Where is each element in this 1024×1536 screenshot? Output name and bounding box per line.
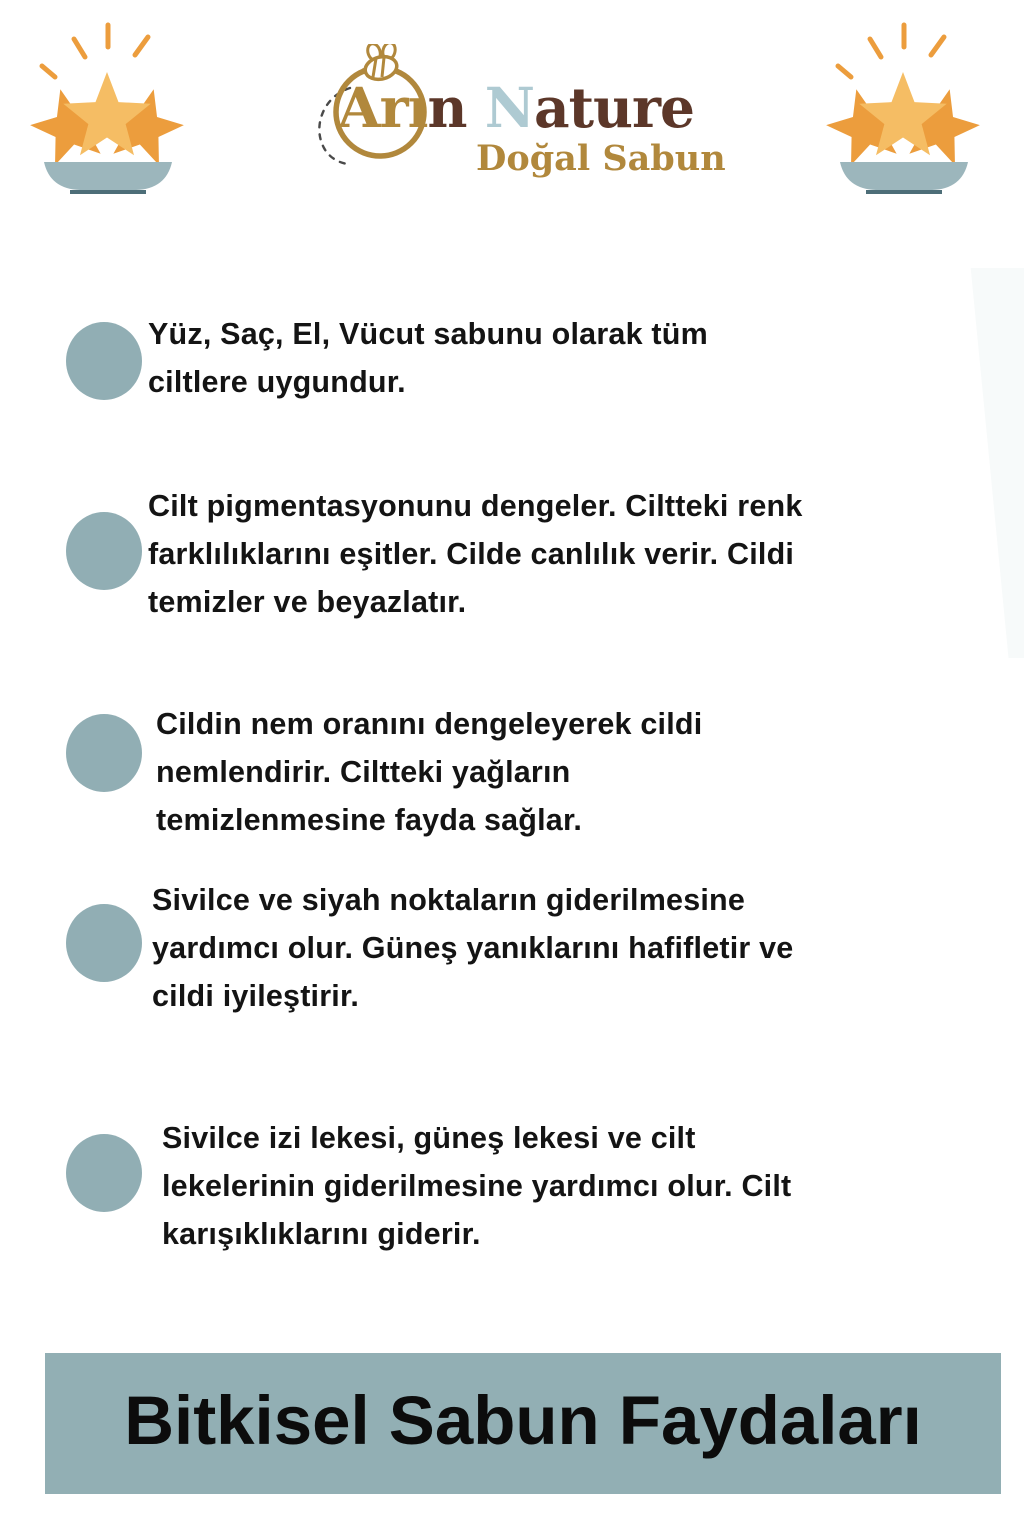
soap-dish: [44, 162, 172, 190]
brand-name-part: n: [427, 75, 467, 140]
benefit-item: [0, 1114, 1024, 1258]
brand-name: [338, 75, 694, 140]
brand-subtitle: Doğal Sabun: [476, 138, 726, 179]
bullet-circle: [66, 714, 142, 792]
bullet-circle: [66, 904, 142, 982]
brand-name-space: [467, 75, 485, 140]
benefit-line: ciltlere uygundur.: [148, 365, 406, 399]
benefit-line: Cildin nem oranını dengeleyerek cildi: [156, 707, 703, 741]
benefit-line: Cilt pigmentasyonunu dengeler. Ciltteki renk: [148, 489, 803, 523]
bullet-circle: [66, 512, 142, 590]
benefit-text: [152, 876, 1024, 1020]
benefit-line: cildi iyileştirir.: [152, 979, 360, 1013]
benefit-line: Yüz, Saç, El, Vücut sabunu olarak tüm: [148, 317, 708, 351]
benefit-line: karışıklıklarını giderir.: [162, 1217, 481, 1251]
benefit-item: [0, 876, 1024, 1020]
benefit-text: [156, 700, 1024, 844]
benefit-line: temizler ve beyazlatır.: [148, 585, 467, 619]
benefit-text: [162, 1114, 1024, 1258]
brand-logo: [316, 44, 726, 204]
bullet-circle: [66, 1134, 142, 1212]
page-title: Bitkisel Sabun Faydaları: [124, 1382, 922, 1459]
footer-banner: [45, 1353, 1001, 1494]
bullet-circle: [66, 322, 142, 400]
benefit-line: lekelerinin giderilmesine yardımcı olur. Cilt: [162, 1169, 792, 1203]
benefit-line: farklılıklarını eşitler. Cilde canlılık verir. Cildi: [148, 537, 795, 571]
brand-name-part: Arı: [338, 75, 428, 140]
benefit-line: Sivilce ve siyah noktaların giderilmesine: [152, 883, 746, 917]
benefit-text: [148, 482, 1024, 626]
soap-dish-base: [70, 190, 146, 194]
benefit-line: nemlendirir. Ciltteki yağların: [156, 755, 571, 789]
benefit-line: yardımcı olur. Güneş yanıklarını hafifletir ve: [152, 931, 794, 965]
benefit-line: Sivilce izi lekesi, güneş lekesi ve cilt: [162, 1121, 696, 1155]
brand-name-part: N: [484, 75, 534, 140]
benefit-item: [0, 310, 1024, 406]
stars-award-icon: [820, 22, 984, 194]
benefit-item: [0, 482, 1024, 626]
benefit-line: temizlenmesine fayda sağlar.: [156, 803, 583, 837]
brand-name-part: ature: [533, 75, 694, 140]
benefit-text: [148, 310, 1024, 406]
benefit-item: [0, 700, 1024, 844]
stars-award-icon: [24, 22, 188, 194]
